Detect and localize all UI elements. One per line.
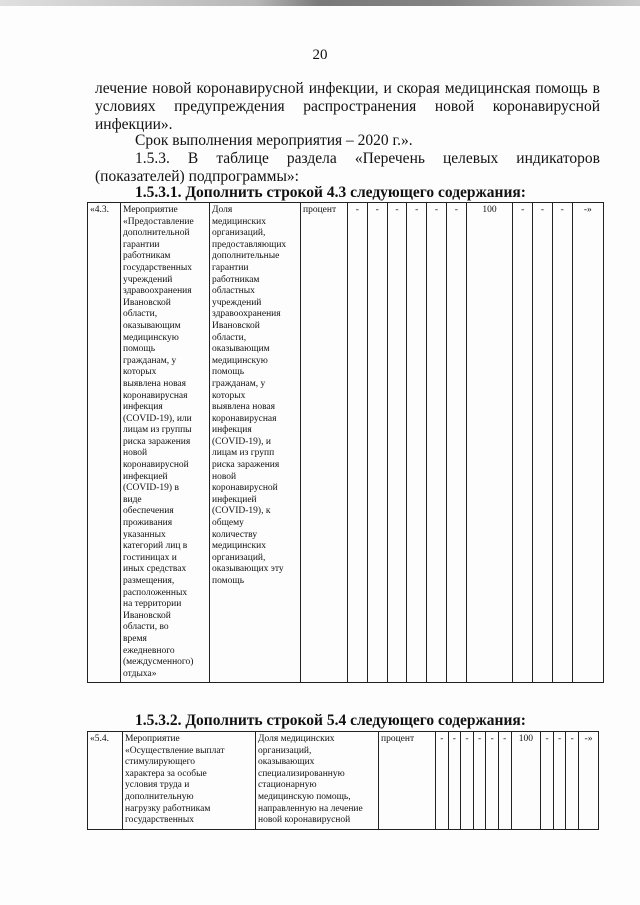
year-value-cell: -» <box>572 203 603 683</box>
year-value-cell: - <box>436 732 449 830</box>
year-value-cell: - <box>541 732 554 830</box>
year-value-cell: - <box>446 203 466 683</box>
event-cell: Мероприятие «Осуществление выплат стимулирующего характера за особые условия труда и дополнительную нагрузку работникам государственных <box>123 732 256 830</box>
indicator-cell: Доля медицинских организаций, предоставляющих дополнительные гарантии работникам областных учреждений здравоохранения Ивановской области, оказывающим медицинскую помощь гражданам, у которых выявлена новая коронавирусная инфекция (COVID-19), и лицам из групп риска заражения новой коронавирусной инфекцией (COVID-19), к общему количеству медицинских организаций, оказывающих эту помощь <box>210 203 301 683</box>
section-heading: 1.5.3.1. Дополнить строкой 4.3 следующего содержания: <box>135 184 526 201</box>
section-heading: 1.5.3.2. Дополнить строкой 5.4 следующего содержания: <box>135 712 526 729</box>
event-cell: Мероприятие «Предоставление дополнительной гарантии работникам государственных учреждений здравоохранения Ивановской области, оказывающим медицинскую помощь гражданам, у которых выявлена новая коронавирусная инфекция (COVID-19), или лицам из группы риска заражения новой коронавирусной инфекцией (COVID-19) в виде обеспечения проживания указанных категорий лиц в гостиницах и иных средствах размещения, расположенных на территории Ивановской области, во время ежедневного (междусменного) отдыха» <box>121 203 210 683</box>
indicator-table-5-4 <box>87 731 599 830</box>
row-number: «4.3. <box>88 203 121 683</box>
indicator-cell: Доля медицинских организаций, оказывающих специализированную стационарную медицинскую помощь, направленную на лечение новой коронавирусной <box>256 732 379 830</box>
page-number: 20 <box>312 47 328 63</box>
year-value-cell: 100 <box>466 203 513 683</box>
table-row <box>88 203 604 683</box>
scan-edge <box>0 0 640 6</box>
unit-cell: процент <box>379 732 436 830</box>
year-value-cell: 100 <box>511 732 541 830</box>
paragraph: лечение новой коронавирусной инфекции, и скорая медицинская помощь в условиях предупреждения распространения новой коронавирусной инфекции». <box>95 80 600 133</box>
indicator-table-4-3 <box>87 202 604 683</box>
year-value-cell: - <box>566 732 579 830</box>
year-value-cell: - <box>533 203 553 683</box>
year-value-cell: - <box>553 732 566 830</box>
year-value-cell: -» <box>579 732 599 830</box>
year-value-cell: - <box>348 203 368 683</box>
year-value-cell: - <box>461 732 474 830</box>
year-value-cell: - <box>387 203 407 683</box>
year-value-cell: - <box>552 203 572 683</box>
year-value-cell: - <box>513 203 533 683</box>
unit-cell: процент <box>301 203 348 683</box>
year-value-cell: - <box>427 203 447 683</box>
year-value-cell: - <box>473 732 486 830</box>
year-value-cell: - <box>448 732 461 830</box>
row-number: «5.4. <box>88 732 123 830</box>
year-value-cell: - <box>407 203 427 683</box>
year-value-cell: - <box>498 732 511 830</box>
paragraph: 1.5.3. В таблице раздела «Перечень целевых индикаторов (показателей) подпрограммы»: <box>95 150 600 185</box>
paragraph: Срок выполнения мероприятия – 2020 г.». <box>135 132 413 149</box>
year-value-cell: - <box>367 203 387 683</box>
year-value-cell: - <box>486 732 499 830</box>
table-row <box>88 732 599 830</box>
